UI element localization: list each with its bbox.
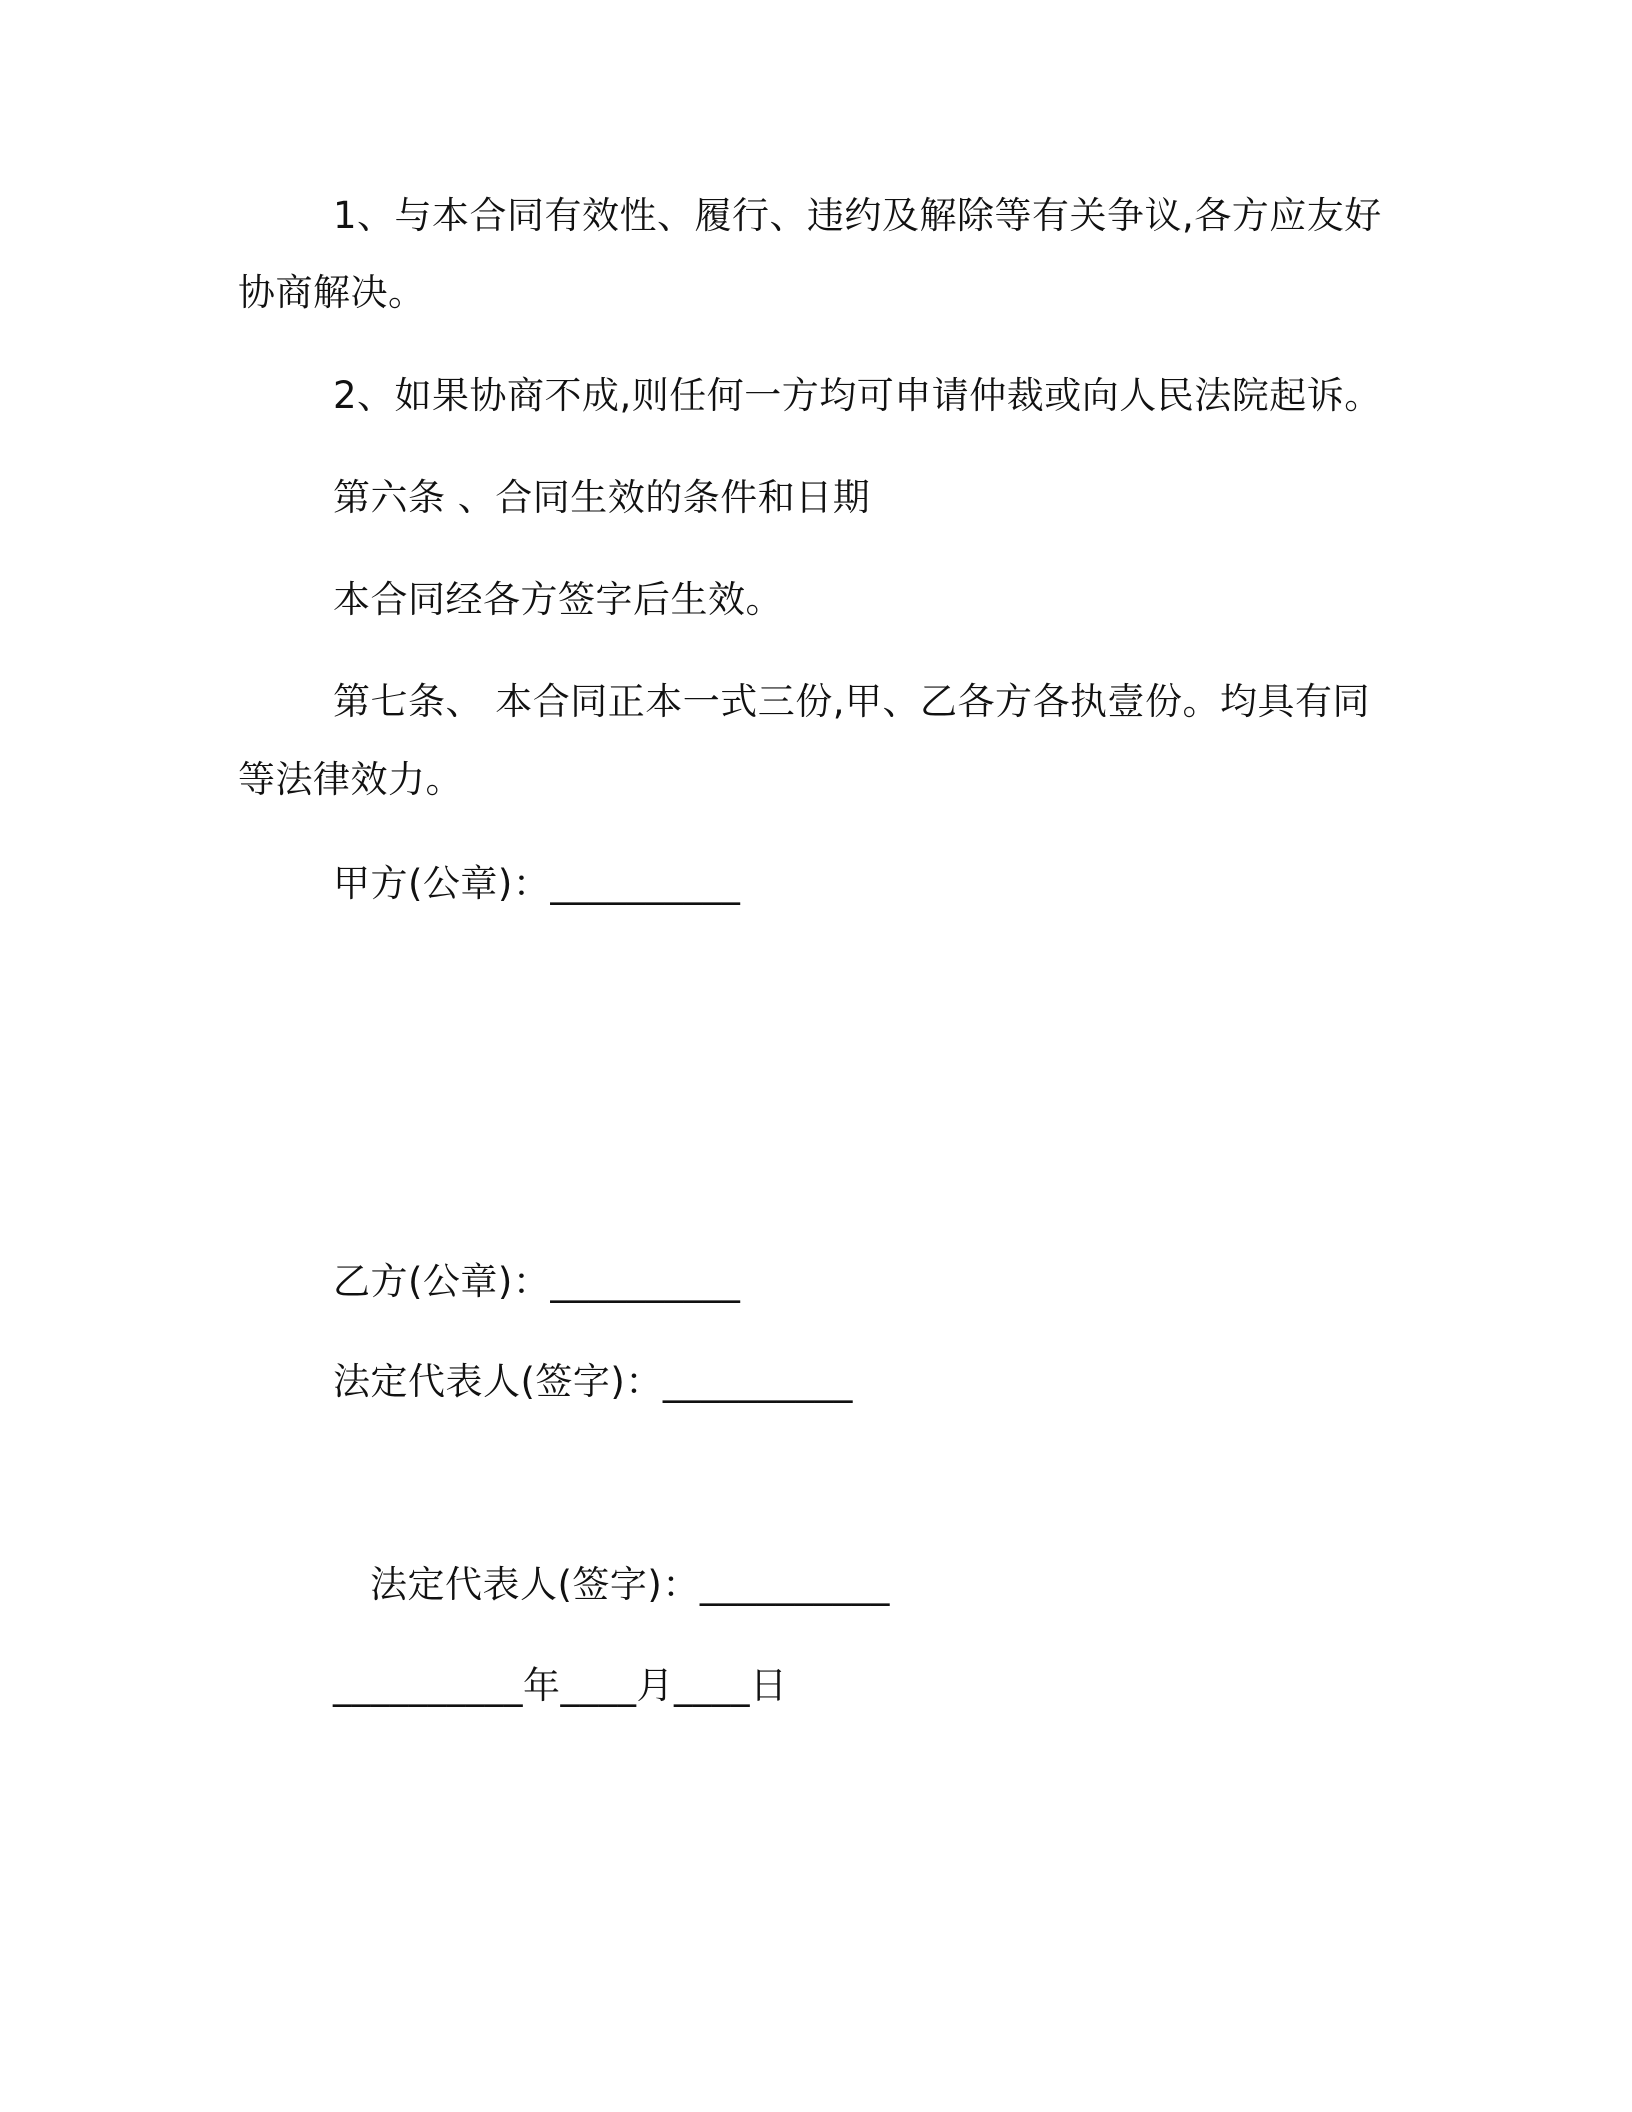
- clause-1-line-1: 1、与本合同有效性、履行、违约及解除等有关争议,各方应友好: [333, 194, 1382, 237]
- legal-rep-sign-line-2: 法定代表人(签字)：__________: [370, 1563, 890, 1606]
- clause-1-line-2: 协商解决。: [238, 271, 426, 314]
- party-b-seal-line: 乙方(公章)：__________: [333, 1260, 741, 1303]
- article-6-heading: 第六条 、合同生效的条件和日期: [333, 476, 871, 519]
- date-line: __________年____月____日: [333, 1664, 788, 1707]
- article-7-line-2: 等法律效力。: [238, 758, 463, 801]
- article-6-body: 本合同经各方签字后生效。: [333, 578, 783, 621]
- article-7-line-1: 第七条、 本合同正本一式三份,甲、乙各方各执壹份。均具有同: [333, 680, 1371, 723]
- clause-2: 2、如果协商不成,则任何一方均可申请仲裁或向人民法院起诉。: [333, 374, 1382, 417]
- party-a-seal-line: 甲方(公章)：__________: [333, 862, 741, 905]
- legal-rep-sign-line-1: 法定代表人(签字)：__________: [333, 1360, 853, 1403]
